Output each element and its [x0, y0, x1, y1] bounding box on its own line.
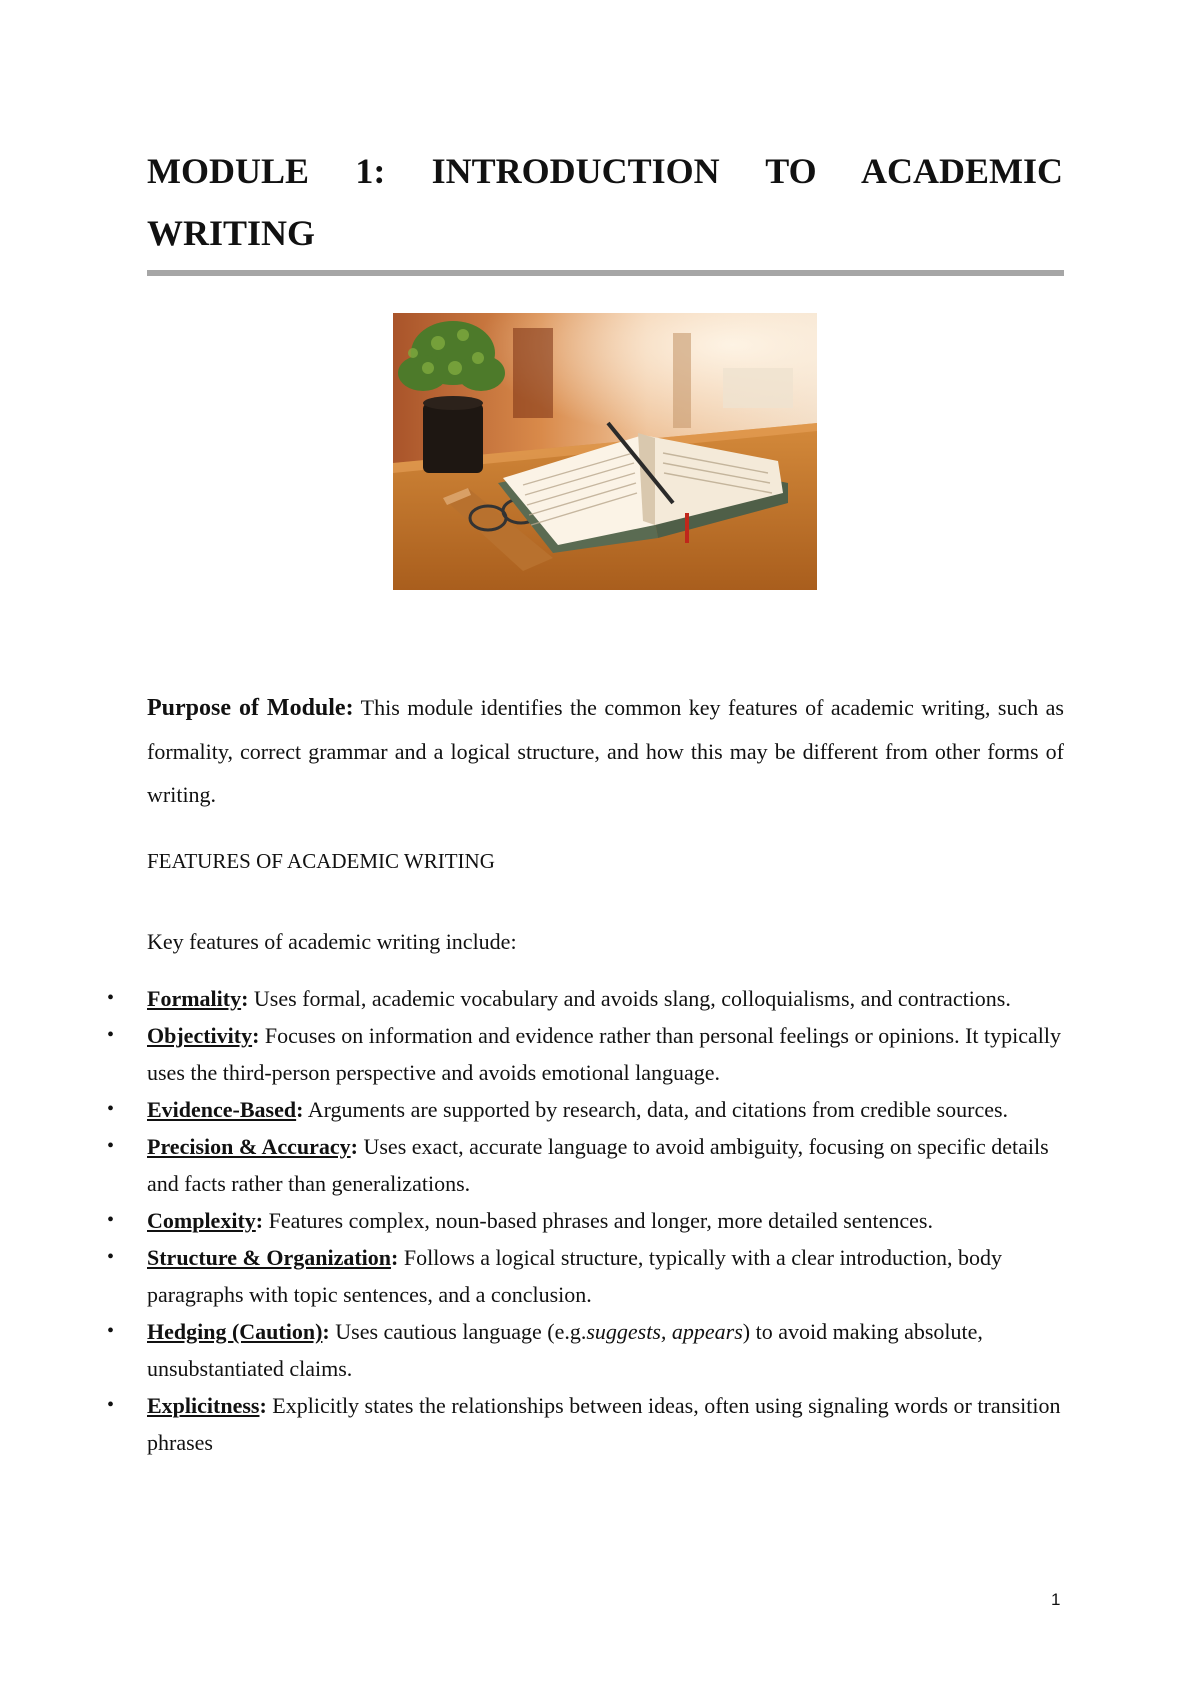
feature-description-italic: suggests, appears [586, 1319, 743, 1344]
feature-hedging [97, 1313, 1072, 1387]
feature-separator: : [296, 1097, 304, 1122]
feature-explicitness [97, 1387, 1072, 1461]
bullet-icon: • [107, 1246, 115, 1268]
feature-formality [97, 980, 1072, 1017]
feature-complexity [97, 1202, 1072, 1239]
desk-with-open-book-plant-and-glasses-photo [393, 313, 817, 590]
purpose-text: This module identifies the common key features of academic writing, such as formality, correct grammar and a logical structure, and how this may be different from other forms of writing. [147, 695, 1064, 807]
feature-term: Objectivity [147, 1023, 253, 1048]
feature-term: Complexity [147, 1208, 256, 1233]
feature-description: Follows a logical structure, typically with a clear introduction, body paragraphs with topic sentences, and a conclusion. [147, 1245, 1002, 1307]
bullet-icon: • [107, 1394, 115, 1416]
feature-term: Explicitness [147, 1393, 260, 1418]
features-list [97, 980, 1072, 1461]
module-title-line-2: WRITING [147, 213, 316, 253]
feature-separator: : [391, 1245, 399, 1270]
title-divider [147, 270, 1064, 276]
features-intro: Key features of academic writing include: [147, 929, 517, 954]
module-title-line-1: MODULE 1: INTRODUCTION TO ACADEMIC [147, 151, 1063, 191]
feature-description: Features complex, noun-based phrases and longer, more detailed sentences. [263, 1208, 933, 1233]
feature-separator: : [259, 1393, 267, 1418]
bullet-icon: • [107, 1209, 115, 1231]
feature-term: Hedging (Caution) [147, 1319, 323, 1344]
feature-description: Focuses on information and evidence rather than personal feelings or opinions. It typically uses the third-person perspective and avoids emotional language. [147, 1023, 1061, 1085]
feature-evidence-based [97, 1091, 1072, 1128]
feature-separator: : [322, 1319, 330, 1344]
feature-separator: : [255, 1208, 264, 1233]
feature-description: Arguments are supported by research, data, and citations from credible sources. [303, 1097, 1009, 1122]
feature-separator: : [252, 1023, 260, 1048]
feature-description: Uses exact, accurate language to avoid ambiguity, focusing on specific details and facts rather than generalizations. [147, 1134, 1049, 1196]
feature-term: Structure & Organization [147, 1245, 392, 1270]
features-heading: FEATURES OF ACADEMIC WRITING [147, 849, 495, 873]
feature-description-pre: Uses cautious language (e.g. [329, 1319, 587, 1344]
feature-description-post: ) to avoid making absolute, unsubstantiated claims. [147, 1319, 983, 1381]
purpose-label: Purpose of Module: [147, 695, 354, 721]
feature-term: Formality [147, 986, 242, 1011]
feature-objectivity [97, 1017, 1072, 1091]
feature-separator: : [350, 1134, 358, 1159]
feature-description: Uses formal, academic vocabulary and avoids slang, colloquialisms, and contractions. [248, 986, 1011, 1011]
bullet-icon: • [107, 1135, 115, 1157]
bullet-icon: • [107, 987, 115, 1009]
feature-structure-organization [97, 1239, 1072, 1313]
feature-description: Explicitly states the relationships between ideas, often using signaling words or transition phrases [147, 1393, 1061, 1455]
feature-separator: : [241, 986, 249, 1011]
feature-precision-accuracy [97, 1128, 1072, 1202]
bullet-icon: • [107, 1024, 115, 1046]
module-title [147, 140, 1063, 264]
purpose-paragraph [147, 686, 1064, 816]
bullet-icon: • [107, 1098, 115, 1120]
feature-term: Precision & Accuracy [147, 1134, 351, 1159]
page-number: 1 [1051, 1590, 1061, 1609]
feature-term: Evidence-Based [147, 1097, 297, 1122]
bullet-icon: • [107, 1320, 115, 1342]
